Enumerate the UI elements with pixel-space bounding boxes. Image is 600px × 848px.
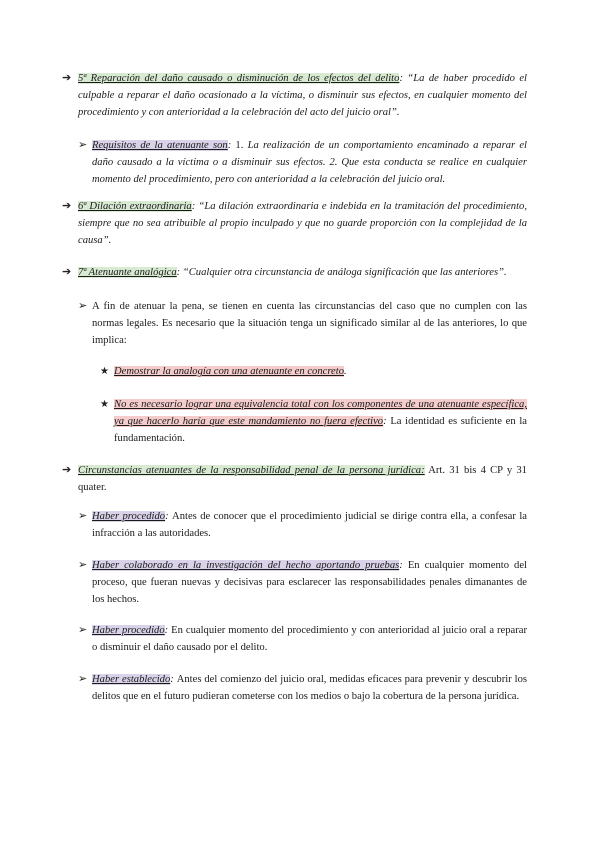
text-haber-colaborado: En cualquier momento del proceso, que fueran nuevas y decisivas para esclarecer las responsabilidades penales dimanantes de los hechos.: [92, 560, 527, 605]
paragraph-reparacion: 5ª Reparación del daño causado o disminución de los efectos del delito: “La de haber procedido el culpable a reparar el daño ocasionado a la víctima, o disminuir sus efectos, en cualquier momento del procedimiento y con anterioridad a la celebración del acto del juicio oral”.: [78, 73, 527, 118]
paragraph-dilacion: 6ª Dilación extraordinaria: “La dilación extraordinaria e indebida en la tramitación del procedimiento, siempre que no sea atribuible al propio inculpado y que no guarde proporción con la complejidad de la causa”.: [78, 201, 527, 246]
paragraph-persona-juridica: [78, 462, 527, 496]
arrow-bullet-icon: ➔: [62, 464, 72, 476]
heading-persona-juridica: Circunstancias atenuantes de la responsabilidad penal de la persona jurídica:: [78, 465, 425, 476]
triangle-bullet-icon: ➢: [78, 300, 88, 312]
heading-dilacion: 6ª Dilación extraordinaria: [78, 201, 192, 212]
triangle-bullet-icon: ➢: [78, 673, 88, 685]
paragraph-haber-procedido-1: Haber procedido: Antes de conocer que el procedimiento judicial se dirige contra ella, a confesar la infracción a las autoridades.: [92, 511, 527, 539]
heading-haber-colaborado: Haber colaborado en la investigación del hecho aportando pruebas: [92, 560, 400, 571]
star-bullet-icon: ★: [100, 366, 109, 377]
triangle-bullet-icon: ➢: [78, 510, 88, 522]
text-fin-atenuar: A fin de atenuar la pena, se tienen en cuenta las circunstancias del caso que no cumplen con las normas legales. Es necesario que la situación tenga un significado similar al de las anteriores, lo que implica:: [92, 301, 527, 346]
text-haber-procedido-2: En cualquier momento del procedimiento y con anterioridad al juicio oral a reparar o disminuir el daño causado por el delito.: [92, 625, 527, 653]
paragraph-no-necesario: No es necesario lograr una equivalencia total con los componentes de una atenuante específica, ya que hacerlo haría que este mandamiento no fuera efectivo: La identidad es suficiente en la fundamentación.: [114, 399, 527, 444]
heading-reparacion: 5ª Reparación del daño causado o disminución de los efectos del delito: [78, 73, 400, 84]
text-haber-procedido-1: Antes de conocer que el procedimiento judicial se dirige contra ella, a confesar la infracción a las autoridades.: [92, 511, 527, 539]
paragraph-haber-procedido-2: Haber procedido: En cualquier momento del procedimiento y con anterioridad al juicio oral a reparar o disminuir el daño causado por el delito.: [92, 625, 527, 653]
text-requisitos: La realización de un comportamiento encaminado a reparar el daño causado a la víctima o a disminuir sus efectos. 2. Que esta conducta se realice en cualquier momento del procedimiento, pero con anterioridad a la celebración del juicio oral.: [92, 140, 527, 185]
text-no-necesario: La identidad es suficiente en la fundamentación.: [114, 416, 527, 444]
triangle-bullet-icon: ➢: [78, 139, 88, 151]
heading-haber-establecido: Haber establecido: [92, 674, 171, 685]
paragraph-demostrar: Demostrar la analogía con una atenuante en concreto.: [114, 366, 347, 377]
star-bullet-icon: ★: [100, 399, 109, 410]
heading-demostrar: Demostrar la analogía con una atenuante en concreto: [114, 366, 344, 377]
paragraph-haber-establecido: Haber establecido: Antes del comienzo del juicio oral, medidas eficaces para prevenir y descubrir los delitos que en el futuro pudieran cometerse con los medios o bajo la cobertura de la persona jurídica.: [92, 674, 528, 702]
paragraph-requisitos: Requisitos de la atenuante son: 1. La realización de un comportamiento encaminado a reparar el daño causado a la víctima o a disminuir sus efectos. 2. Que esta conducta se realice en cualquier momento del procedimiento, pero con anterioridad a la celebración del juicio oral.: [92, 140, 527, 185]
text-haber-establecido: Antes del comienzo del juicio oral, medidas eficaces para prevenir y descubrir los delitos que en el futuro pudieran cometerse con los medios o bajo la cobertura de la persona jurídica.: [92, 674, 528, 702]
paragraph-haber-colaborado: Haber colaborado en la investigación del hecho aportando pruebas: En cualquier momento del proceso, que fueran nuevas y decisivas para esclarecer las responsabilidades penales dimanantes de los hechos.: [92, 560, 527, 605]
triangle-bullet-icon: ➢: [78, 624, 88, 636]
heading-no-necesario: No es necesario lograr una equivalencia total con los componentes de una atenuante específica, ya que hacerlo haría que este mandamiento no fuera efectivo: [114, 399, 527, 427]
heading-analogica: 7ª Atenuante analógica: [78, 267, 177, 278]
arrow-bullet-icon: ➔: [62, 200, 72, 212]
paragraph-analogica: 7ª Atenuante analógica: “Cualquier otra circunstancia de análoga significación que las anteriores”.: [78, 267, 507, 278]
heading-haber-procedido-2: Haber procedido: [92, 625, 165, 636]
arrow-bullet-icon: ➔: [62, 266, 72, 278]
quote-analogica: “Cualquier otra circunstancia de análoga significación que las anteriores”.: [182, 267, 507, 278]
triangle-bullet-icon: ➢: [78, 559, 88, 571]
text-persona-juridica: Art. 31 bis 4 CP y 31 quater.: [78, 465, 527, 493]
heading-requisitos: Requisitos de la atenuante son: [92, 140, 228, 151]
quote-dilacion: “La dilación extraordinaria e indebida en la tramitación del procedimiento, siempre que no sea atribuible al propio inculpado y que no guarde proporción con la complejidad de la causa”.: [78, 201, 527, 246]
heading-haber-procedido-1: Haber procedido: [92, 511, 166, 522]
arrow-bullet-icon: ➔: [62, 72, 72, 84]
quote-reparacion: “La de haber procedido el culpable a reparar el daño ocasionado a la víctima, o disminuir sus efectos, en cualquier momento del procedimiento y con anterioridad a la celebración del acto del juicio oral”.: [78, 73, 527, 118]
paragraph-fin-atenuar: [92, 298, 527, 349]
